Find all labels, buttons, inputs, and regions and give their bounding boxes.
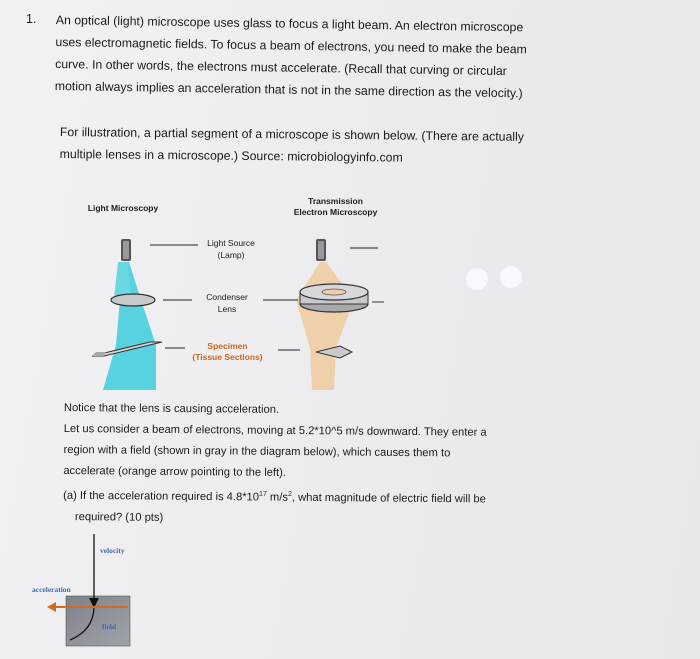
tem-title-line-1: Transmission — [308, 196, 363, 206]
intro-line-4: motion always implies an acceleration that is not in the same direction as the velocity.) — [54, 78, 523, 101]
light-source-line-2: (Lamp) — [217, 250, 245, 260]
specimen-line-2: (Tissue Sections) — [192, 352, 263, 362]
body-line-1: Notice that the lens is causing acceleration. — [63, 401, 280, 416]
intro-line-3: curve. In other words, the electrons must accelerate. (Recall that curving or circular — [55, 56, 507, 79]
acceleration-arrowhead-icon — [47, 602, 56, 612]
part-a-unit: m/s — [266, 491, 289, 504]
light-microscopy-title: Light Microscopy — [87, 203, 159, 213]
illustration-line-2: multiple lenses in a microscope.) Source: microbiologyinfo.com — [59, 146, 403, 165]
condenser-line-2: Lens — [217, 304, 237, 314]
tem-title-line-2: Electron Microscopy — [293, 207, 378, 217]
acceleration-label: acceleration — [32, 585, 71, 594]
field-label: field — [102, 622, 117, 631]
part-a-unit-exponent: 2 — [287, 490, 292, 498]
question-number: 1. — [26, 12, 37, 26]
condenser-line-1: Condenser — [206, 292, 248, 302]
part-a-suffix: , what magnitude of electric field will be — [291, 491, 486, 506]
body-line-4: accelerate (orange arrow pointing to the left). — [63, 464, 287, 479]
velocity-label: velocity — [100, 546, 125, 555]
part-a-exponent: 17 — [259, 490, 267, 498]
part-a-points: required? (10 pts) — [74, 510, 164, 524]
specimen-line-1: Specimen — [207, 341, 248, 351]
body-line-3: region with a field (shown in gray in the diagram below), which causes them to — [63, 443, 451, 460]
intro-line-1: An optical (light) microscope uses glass to focus a light beam. An electron microscope — [55, 12, 524, 35]
part-a-prefix: (a) If the acceleration required is 4.8*10 — [63, 489, 260, 504]
light-source-line-1: Light Source — [207, 238, 255, 248]
body-line-2: Let us consider a beam of electrons, moving at 5.2*10^5 m/s downward. They enter a — [63, 422, 487, 439]
intro-line-2: uses electromagnetic fields. To focus a beam of electrons, you need to make the beam — [55, 34, 527, 57]
field-region — [66, 596, 130, 646]
illustration-line-1: For illustration, a partial segment of a microscope is shown below. (There are actually — [59, 124, 525, 144]
